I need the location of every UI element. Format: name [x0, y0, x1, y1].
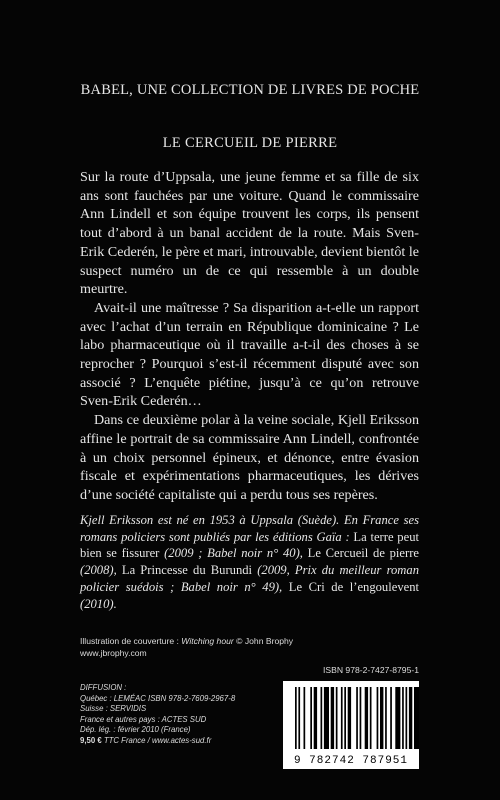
barcode-bar [341, 687, 343, 749]
barcode-bar [365, 687, 368, 749]
barcode-bar [356, 687, 358, 749]
book-title-2: Le Cercueil de pierre [307, 546, 419, 561]
summary-paragraph-1: Sur la route d’Uppsala, une jeune femme et sa fille de six ans sont fauchées par une voiture. Quand le commissaire Ann Lindell et son équipe trouvent les corps, ils pensent tout d’abord à un banal accident de la route. Mais Sven-Erik Cederén, le père et mari, introuvable, devient bientôt le suspect numéro un de ce qui ressemble à un double meurtre. [80, 169, 419, 298]
barcode-bar [395, 687, 400, 749]
author-note-intro: Kjell Eriksson est né en 1953 à Uppsala (Suède). En France ses romans policiers sont publiés par les éditions Gaïa : [80, 513, 419, 544]
barcode-bar [380, 687, 383, 749]
diffusion-quebec: Québec : LEMÉAC ISBN 978-2-7609-2967-8 [80, 693, 236, 703]
legal-deposit: Dép. lég. : février 2010 (France) [80, 725, 191, 735]
barcode-bar [360, 687, 362, 749]
barcode-number: 9 782742 787951 [293, 755, 409, 767]
author-note [80, 512, 419, 612]
book-title-3: La Princesse du Burundi [121, 563, 253, 578]
barcode-bar [409, 687, 412, 749]
price: 9,50 € [80, 735, 102, 745]
barcode-bar [331, 687, 334, 749]
illustration-label: Illustration de couverture : [80, 636, 182, 646]
barcode-bar [402, 687, 404, 749]
barcode-bar [321, 687, 323, 749]
barcode-bar [348, 687, 351, 749]
barcode-bar [414, 687, 419, 749]
barcode-bar [390, 687, 392, 749]
barcode-bars [283, 681, 419, 755]
diffusion-suisse: Suisse : SERVIDIS [80, 704, 147, 714]
author-note-detail-1: (2009 ; Babel noir n° 40), [159, 546, 308, 561]
summary [80, 168, 419, 505]
barcode-bar [298, 687, 300, 749]
barcode-bar [344, 687, 346, 749]
diffusion-france: France et autres pays : ACTES SUD [80, 714, 207, 724]
barcode-bar [295, 687, 297, 749]
barcode-bar [377, 687, 379, 749]
diffusion-heading: DIFFUSION : [80, 683, 127, 692]
price-details: TTC France / www.actes-sud.fr [101, 735, 212, 745]
collection-line: BABEL, UNE COLLECTION DE LIVRES DE POCHE [80, 82, 420, 98]
artist-website: www.jbrophy.com [80, 648, 147, 658]
barcode-bar [336, 687, 338, 749]
book-title: LE CERCUEIL DE PIERRE [162, 135, 338, 151]
summary-paragraph-2: Avait-il une maîtresse ? Sa disparition a-t-elle un rapport avec l’achat d’un terrain en République dominicaine ? Le labo pharmaceutique où il travaille a-t-il des choses à se reprocher ? Pourquoi s’est-il récemment disputé avec son associé ? L’enquête piétine, jusqu’à ce qu’on retrouve Sven-Erik Cederén… [80, 299, 419, 410]
diffusion-info [80, 683, 270, 747]
barcode-bar [324, 687, 329, 749]
barcode-bar [314, 687, 317, 749]
barcode-bar [304, 687, 306, 749]
author-note-detail-3: (2009, Prix du meilleur roman policier suédois ; Babel noir n° 49), [80, 563, 419, 594]
author-note-detail-4: (2010). [80, 596, 117, 611]
isbn: ISBN 978-2-7427-8795-1 [322, 665, 419, 675]
book-title-1: La terre peut bien se fissurer [80, 529, 419, 561]
barcode [283, 681, 419, 769]
illustration-artist: © John Brophy [233, 636, 294, 646]
barcode-bar [385, 687, 387, 749]
barcode-bar [370, 687, 372, 749]
summary-paragraph-3: Dans ce deuxième polar à la veine sociale, Kjell Eriksson affine le portrait de sa commissaire Ann Lindell, confrontée à un choix personnel épineux, et dénonce, entre évasion fiscale et expérimentations pharmaceutiques, les dérives d’une société capitaliste qui a perdu tous ses repères. [80, 412, 419, 503]
illustration-work: Witching hour [181, 636, 234, 646]
barcode-bar [310, 687, 312, 749]
author-note-detail-2: (2008), [80, 563, 122, 578]
barcode-bar [406, 687, 408, 749]
book-title-4: Le Cri de l’engoulevent [288, 579, 419, 594]
cover-credits [80, 635, 410, 659]
